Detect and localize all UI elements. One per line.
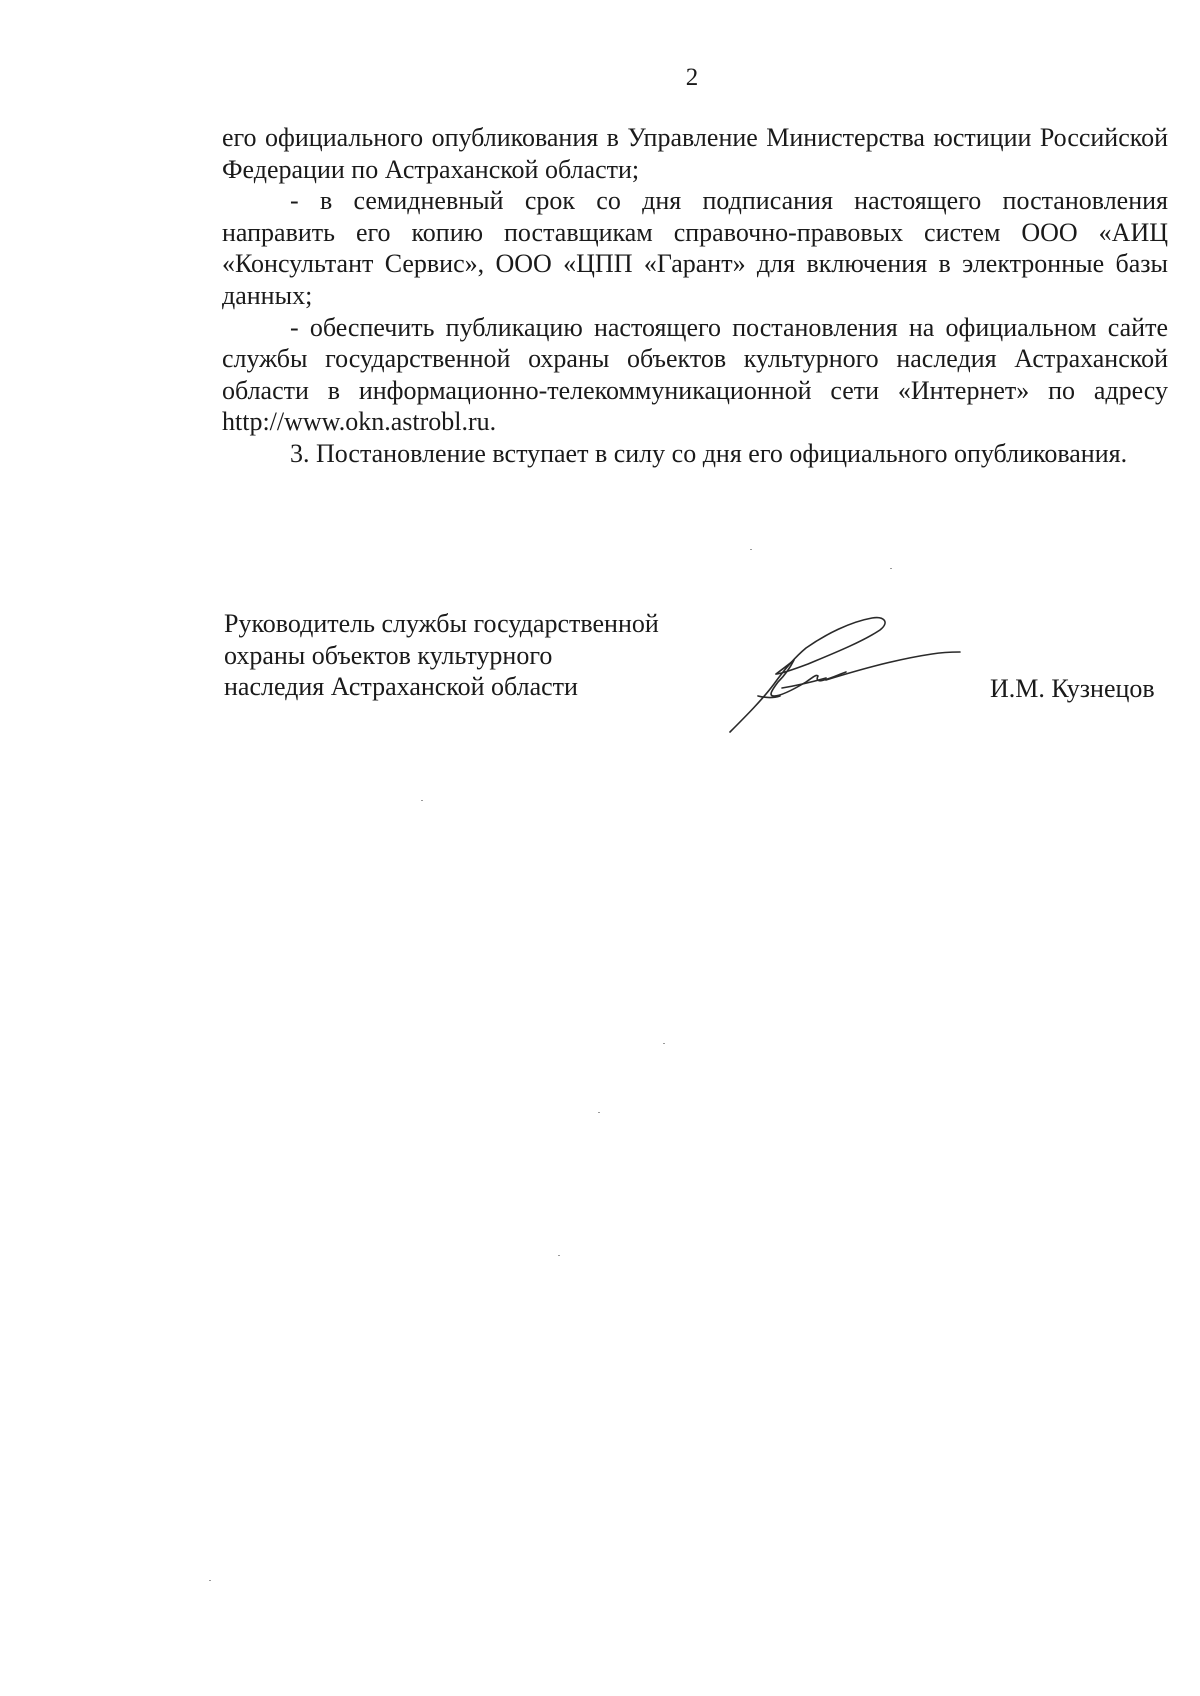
signatory-title-line-3: наследия Астраханской области [224,672,578,701]
signatory-title-line-2: охраны объектов культурного [224,640,553,670]
paragraph-3: - обеспечить публикацию настоящего постановления на официальном сайте службы государственной охраны объектов культурного наследия Астраханской области в информационно-телекоммуникационной сети «Интернет» по адресу http://www.okn.astrobl.ru. [222,312,1168,437]
scan-speck [421,800,423,801]
scan-speck [750,549,752,550]
signatory-title [224,608,659,703]
handwritten-signature-icon [722,612,962,738]
paragraph-2: - в семидневный срок со дня подписания настоящего постановления направить его копию поставщикам справочно-правовых систем ООО «АИЦ «Консультант Сервис», ООО «ЦПП «Гарант» для включения в электронные базы данных; [222,186,1168,310]
scan-speck [558,1255,560,1256]
page-number: 2 [685,64,699,91]
signatory-title-line-1: Руководитель службы государственной [224,609,659,638]
paragraph-4: 3. Постановление вступает в силу со дня его официального опубликования. [290,438,1128,468]
scan-speck [598,1112,600,1113]
scan-speck [890,568,892,569]
body-text [222,122,1168,470]
scan-speck [209,1580,211,1581]
signatory-name: И.М. Кузнецов [990,674,1155,703]
paragraph-1: его официального опубликования в Управление Министерства юстиции Российской Федерации по Астраханской области; [222,123,1168,184]
scan-speck [663,1043,665,1044]
